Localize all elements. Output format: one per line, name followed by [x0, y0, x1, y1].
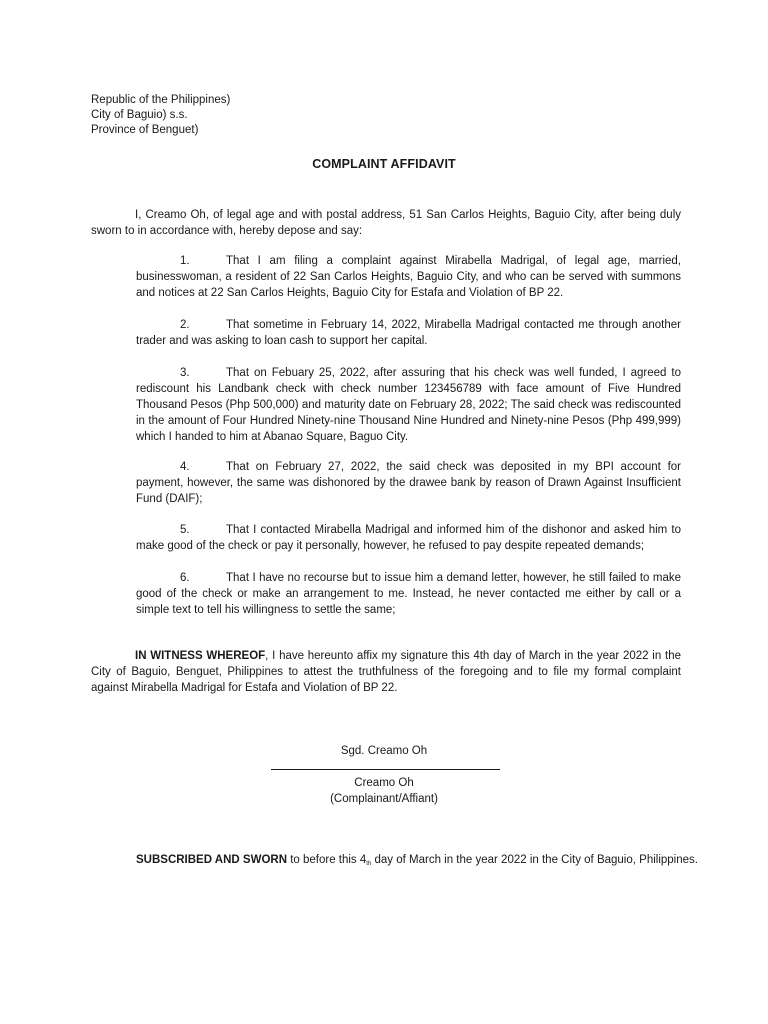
document-title: COMPLAINT AFFIDAVIT [312, 157, 456, 171]
allegation-number: 4. [180, 461, 190, 473]
allegation-text: That I contacted Mirabella Madrigal and informed him of the dishonor and asked him to make good of the check or pay it personally, however, he refused to pay despite repeated demands; [136, 524, 681, 552]
signature-role: (Complainant/Affiant) [330, 793, 438, 805]
jurat-ordinal-suffix: th [366, 861, 372, 867]
jurat-text-after: day of March in the year 2022 in the City of Baguio, Philippines. [371, 854, 698, 866]
witness-paragraph [91, 648, 681, 696]
allegation-4 [136, 459, 681, 507]
allegation-text: That on February 27, 2022, the said check was deposited in my BPI account for payment, however, the same was dishonored by the drawee bank by reason of Drawn Against Insufficient Fund (DAIF); [136, 461, 681, 505]
allegation-text: That sometime in February 14, 2022, Mirabella Madrigal contacted me through another trader and was asking to loan cash to support her capital. [136, 319, 681, 347]
allegation-6 [136, 570, 681, 618]
witness-text: , I have hereunto affix my signature this 4th day of March in the year 2022 in the City of Baguio, Benguet, Philippines to attest the truthfulness of the foregoing and to file my formal complaint against Mirabella Madrigal for Estafa and Violation of BP 22. [91, 650, 681, 694]
allegation-5 [136, 522, 681, 554]
allegation-1 [136, 253, 681, 301]
allegation-text: That I have no recourse but to issue him a demand letter, however, he still failed to make good of the check or make an arrangement to me. Instead, he never contacted me either by call or a simple text to tell his willingness to settle the same; [136, 572, 681, 616]
allegation-number: 2. [180, 319, 190, 331]
allegation-2 [136, 317, 681, 349]
venue-province: Province of Benguet) [91, 124, 199, 136]
jurat-text-before: to before this 4 [287, 854, 367, 866]
allegation-number: 5. [180, 524, 190, 536]
signature-sgd: Sgd. Creamo Oh [340, 745, 428, 757]
allegation-text: That on Febuary 25, 2022, after assuring that his check was well funded, I agreed to rediscount his Landbank check with check number 123456789 with face amount of Five Hundred Thousand Pesos (Php 500,000) and maturity date on February 28, 2022; The said check was rediscounted in the amount of Four Hundred Ninety-nine Thousand Nine Hundred and Ninety-nine Pesos (Php 499,999) which I handed to him at Abanao Square, Baguo City. [136, 367, 681, 443]
venue-city: City of Baguio) s.s. [91, 109, 188, 121]
allegation-number: 1. [180, 255, 190, 267]
signature-name: Creamo Oh [354, 777, 414, 789]
allegation-text: That I am filing a complaint against Mirabella Madrigal, of legal age, married, businesswoman, a resident of 22 San Carlos Heights, Baguio City, and who can be served with summons and notices at 22 San Carlos Heights, Baguio City for Estafa and Violation of BP 22. [136, 255, 681, 299]
jurat-paragraph [136, 852, 696, 872]
allegation-3 [136, 365, 681, 445]
venue-country: Republic of the Philippines) [91, 94, 231, 106]
intro-paragraph: I, Creamo Oh, of legal age and with postal address, 51 San Carlos Heights, Baguio City, after being duly sworn to in accordance with, hereby depose and say: [91, 209, 681, 237]
jurat-lead: SUBSCRIBED AND SWORN [136, 854, 287, 866]
witness-lead: IN WITNESS WHEREOF [135, 650, 266, 662]
venue-block [91, 93, 230, 138]
allegation-number: 3. [180, 367, 190, 379]
allegation-number: 6. [180, 572, 190, 584]
signature-line [271, 769, 500, 770]
